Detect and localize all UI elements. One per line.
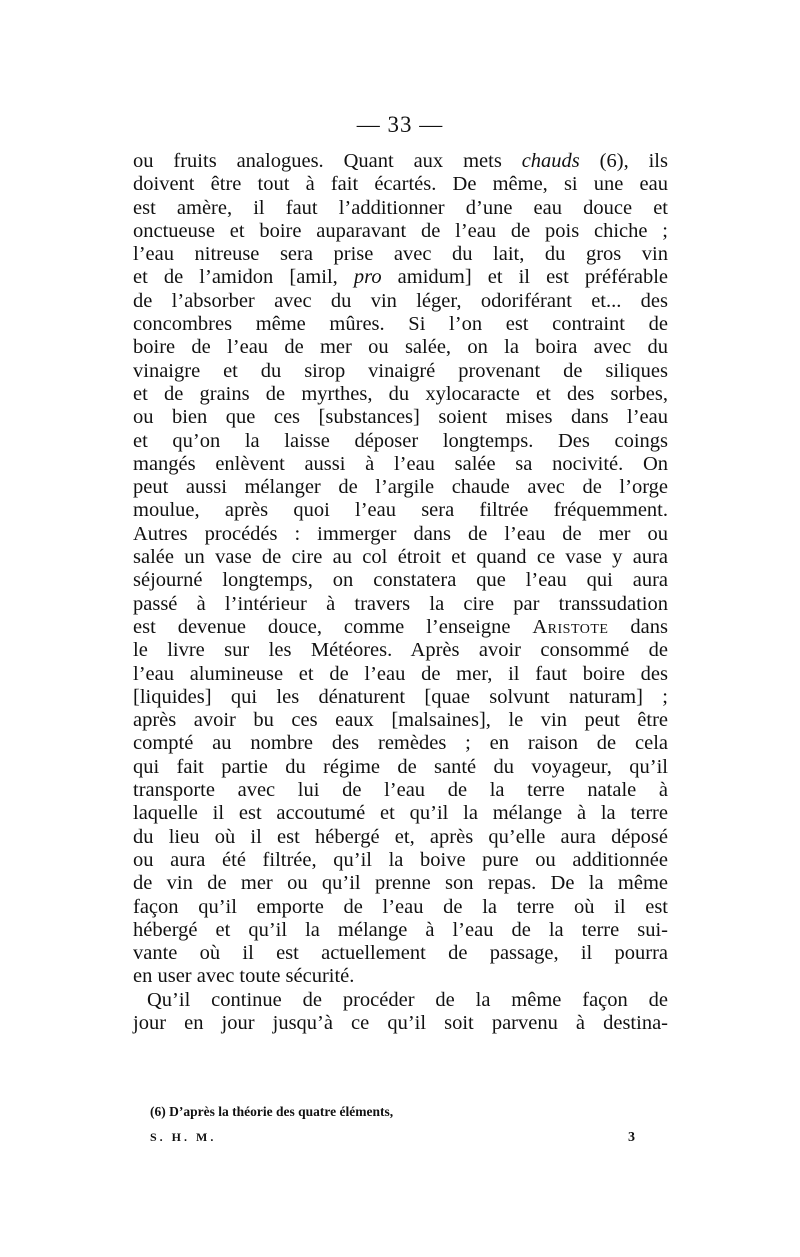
text-line: et qu’on la laisse déposer longtemps. Des coings bbox=[133, 429, 668, 452]
text-line: en user avec toute sécurité. bbox=[133, 965, 355, 988]
italic-word: chauds bbox=[521, 150, 580, 172]
text-line: transporte avec lui de l’eau de la terre natale à bbox=[133, 779, 668, 802]
text-line: Autres procédés : immerger dans de l’eau de mer ou bbox=[133, 522, 668, 545]
text-line: peut aussi mélanger de l’argile chaude avec de l’orge bbox=[133, 476, 668, 499]
signature-number: 3 bbox=[628, 1130, 635, 1145]
text-line: de vin de mer ou qu’il prenne son repas. De la même bbox=[133, 872, 668, 895]
text-line: l’eau alumineuse et de l’eau de mer, il faut boire des bbox=[133, 662, 668, 685]
text-line: boire de l’eau de mer ou salée, on la boira avec du bbox=[133, 336, 668, 359]
text-line: ou aura été filtrée, qu’il la boive pure ou additionnée bbox=[133, 848, 668, 871]
text-line: est devenue douce, comme l’enseigne Aristote dans bbox=[133, 615, 668, 638]
text-line: laquelle il est accoutumé et qu’il la mélange à la terre bbox=[133, 802, 668, 825]
text-line: le livre sur les Météores. Après avoir consommé de bbox=[133, 639, 668, 662]
text-line: et de l’amidon [amil, pro amidum] et il est préférable bbox=[133, 266, 669, 289]
text-line: passé à l’intérieur à travers la cire par transsudation bbox=[133, 592, 668, 615]
printer-signature: S. H. M. bbox=[150, 1130, 217, 1144]
text-line: l’eau nitreuse sera prise avec du lait, du gros vin bbox=[133, 243, 668, 266]
text-line: qui fait partie du régime de santé du voyageur, qu’il bbox=[133, 755, 668, 778]
text-line: Qu’il continue de procéder de la même façon de bbox=[147, 988, 668, 1011]
text-line: séjourné longtemps, on constatera que l’eau qui aura bbox=[133, 569, 668, 592]
text-line: vante où il est actuellement de passage, il pourra bbox=[133, 942, 668, 965]
text-line: mangés enlèvent aussi à l’eau salée sa nocivité. On bbox=[133, 452, 668, 475]
text-line: est amère, il faut l’additionner d’une eau douce et bbox=[133, 196, 668, 219]
text-line: façon qu’il emporte de l’eau de la terre où il est bbox=[133, 895, 668, 918]
text-line: jour en jour jusqu’à ce qu’il soit parvenu à destina- bbox=[133, 1011, 668, 1034]
text-line: onctueuse et boire auparavant de l’eau de pois chiche ; bbox=[133, 219, 668, 242]
text-line: du lieu où il est hébergé et, après qu’elle aura déposé bbox=[133, 825, 668, 848]
text-line: ou fruits analogues. Quant aux mets chauds (6), ils bbox=[133, 150, 668, 172]
text-line: ou bien que ces [substances] soient mises dans l’eau bbox=[133, 406, 668, 429]
text-line: de l’absorber avec du vin léger, odoriférant et... des bbox=[133, 289, 668, 312]
italic-word: pro bbox=[353, 266, 382, 289]
text-line: vinaigre et du sirop vinaigré provenant de siliques bbox=[133, 359, 668, 382]
text-line: après avoir bu ces eaux [malsaines], le vin peut être bbox=[133, 709, 668, 732]
text-line: salée un vase de cire au col étroit et quand ce vase y aura bbox=[133, 546, 668, 569]
text-line: compté au nombre des remèdes ; en raison de cela bbox=[133, 732, 668, 755]
page-header: — 33 — bbox=[356, 112, 444, 137]
body-text bbox=[133, 150, 668, 1035]
text-line: hébergé et qu’il la mélange à l’eau de la terre sui- bbox=[133, 918, 668, 941]
text-line: doivent être tout à fait écartés. De même, si une eau bbox=[133, 173, 668, 196]
author-name: Aristote bbox=[532, 615, 609, 638]
text-line: concombres même mûres. Si l’on est contraint de bbox=[133, 313, 668, 336]
text-line: [liquides] qui les dénaturent [quae solvunt naturam] ; bbox=[133, 685, 668, 708]
footnote: (6) D’après la théorie des quatre éléments, bbox=[150, 1104, 394, 1119]
text-line: et de grains de myrthes, du xylocaracte et des sorbes, bbox=[133, 382, 668, 405]
text-line: moulue, après quoi l’eau sera filtrée fréquemment. bbox=[133, 499, 668, 522]
